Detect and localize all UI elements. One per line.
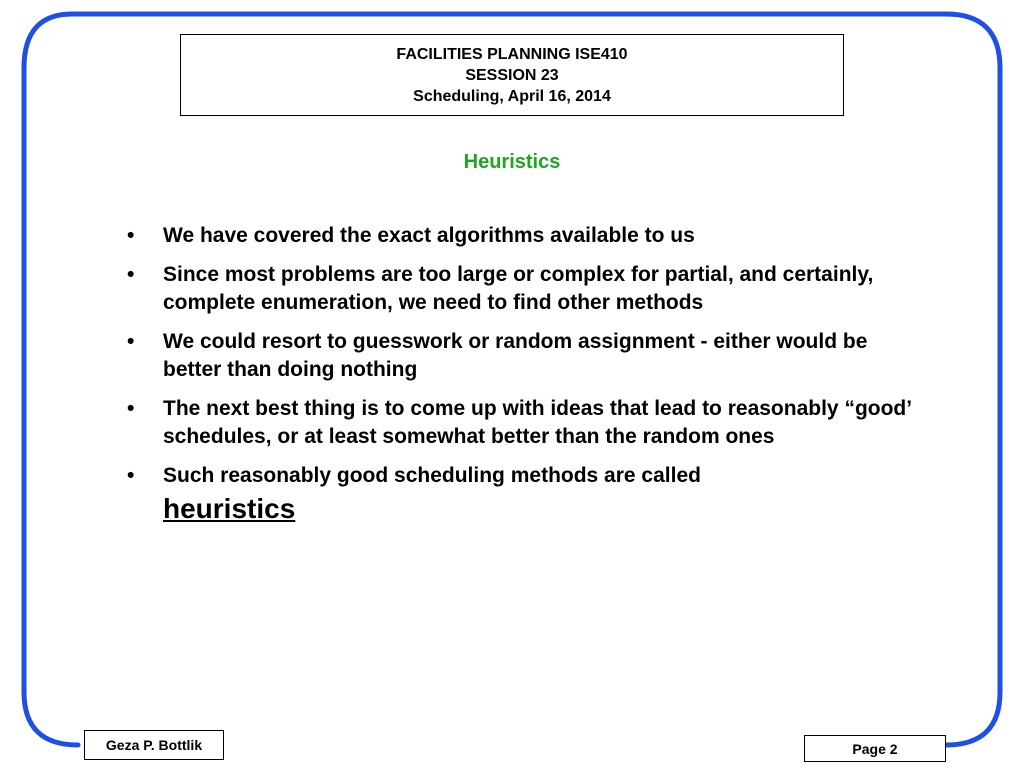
slide-title: Heuristics xyxy=(463,151,561,173)
bullet-text: We have covered the exact algorithms available to us xyxy=(163,224,695,247)
bullet-item xyxy=(127,222,927,250)
bullet-icon: • xyxy=(127,397,135,420)
session-topic-date: Scheduling, April 16, 2014 xyxy=(413,87,611,105)
bullet-item xyxy=(127,395,927,451)
bullet-icon: • xyxy=(127,263,135,286)
bullet-text: Such reasonably good scheduling methods are called xyxy=(163,464,701,487)
keyword-heuristics: heuristics xyxy=(163,493,296,524)
bullet-item xyxy=(127,328,927,384)
bullet-text: The next best thing is to come up with ideas that lead to reasonably “good’ schedules, or at least somewhat better than the random ones xyxy=(163,397,911,448)
header-box xyxy=(180,34,844,116)
bullet-icon: • xyxy=(127,464,135,487)
footer-author: Geza P. Bottlik xyxy=(84,730,224,760)
bullet-text: Since most problems are too large or complex for partial, and certainly, complete enumeration, we need to find other methods xyxy=(163,263,874,314)
bullet-icon: • xyxy=(127,330,135,353)
bullet-text-wrapper xyxy=(163,462,927,526)
bullet-text: We could resort to guesswork or random assignment - either would be better than doing nothing xyxy=(163,330,868,381)
session-label: SESSION 23 xyxy=(465,66,559,84)
bullet-item xyxy=(127,462,927,526)
bullet-list xyxy=(127,222,927,537)
footer-page-number: Page 2 xyxy=(804,735,946,762)
bullet-icon: • xyxy=(127,224,135,247)
bullet-item xyxy=(127,261,927,317)
course-title: FACILITIES PLANNING ISE410 xyxy=(396,45,628,63)
